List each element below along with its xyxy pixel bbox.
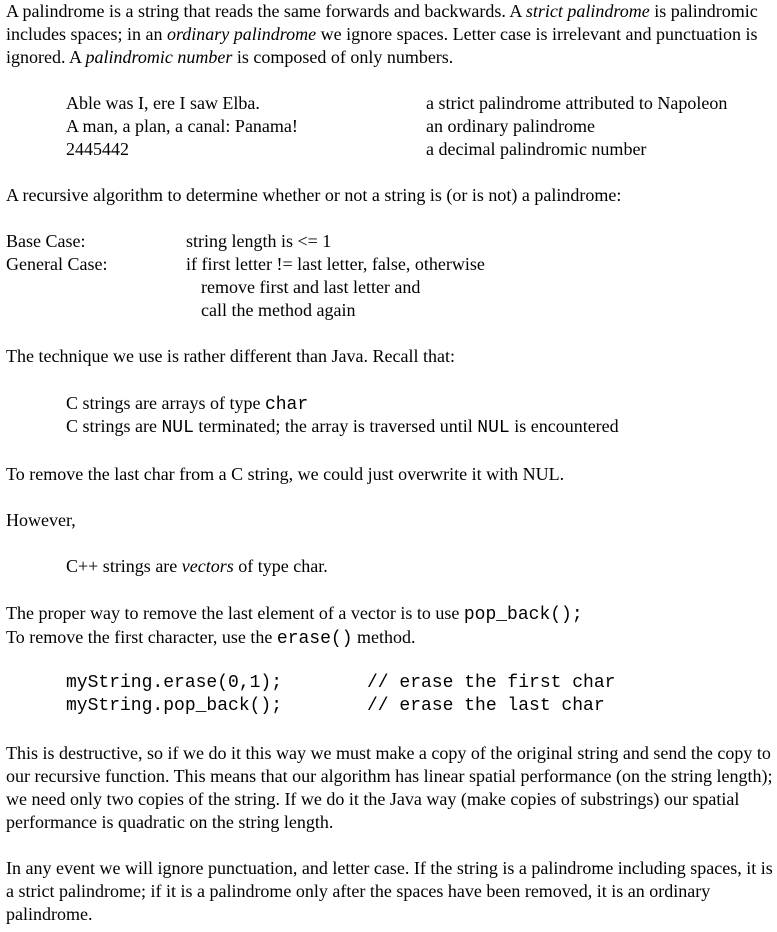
cpp-text: C++ strings are: [66, 556, 182, 576]
base-case-label: Base Case:: [6, 231, 86, 251]
recursive-intro: A recursive algorithm to determine whether or not a string is (or is not) a palindrome:: [6, 185, 622, 205]
cpp-text: of type char.: [233, 556, 328, 576]
general-case-label: General Case:: [6, 254, 108, 274]
example-description: an ordinary palindrome: [426, 116, 595, 136]
cstring-line-nul: [66, 415, 619, 440]
destructive-paragraph: This is destructive, so if we do it this way we must make a copy of the original string and send the copy to our recursive function. This means that our algorithm has linear spatial performance (on the string length); we need only two copies of the string. If we do it the Java way (make copies of substrings) our spatial performance is quadratic on the string length.: [6, 743, 773, 832]
code-statement: myString.pop_back();: [66, 696, 283, 716]
cstring-text: C strings are: [66, 416, 162, 436]
cpp-strings-line: [66, 555, 328, 578]
term-vectors: vectors: [181, 556, 234, 576]
general-case-line: call the method again: [201, 300, 356, 320]
intro-text-3: we ignore spaces. Letter case is irrelevant and punctuation is ignored. A: [6, 24, 758, 67]
erase-line: [6, 626, 416, 651]
any-event-paragraph: In any event we will ignore punctuation, and letter case. If the string is a palindrome including spaces, it is a strict palindrome; if it is a palindrome only after the spaces have been removed, it is an ordinary palindrome.: [6, 858, 773, 924]
cstring-text: C strings are arrays of type: [66, 393, 265, 413]
code-pop-back: pop_back();: [463, 605, 583, 625]
code-statement: myString.erase(0,1);: [66, 673, 283, 693]
cstring-line-arrays: [66, 392, 308, 417]
code-nul: NUL: [161, 418, 194, 438]
code-comment: // erase the first char: [367, 673, 616, 693]
intro-text-1: A palindrome is a string that reads the same forwards and backwards. A: [6, 1, 526, 21]
proper-text: The proper way to remove the last element of a vector is to use: [6, 603, 464, 623]
general-case-line: if first letter != last letter, false, otherwise: [186, 254, 485, 274]
base-case-value: string length is <= 1: [186, 231, 332, 251]
technique-paragraph: The technique we use is rather different than Java. Recall that:: [6, 346, 455, 366]
example-description: a decimal palindromic number: [426, 139, 647, 159]
however-paragraph: However,: [6, 510, 76, 530]
intro-text-2: is palindromic includes spaces; in an: [6, 1, 758, 44]
example-text: A man, a plan, a canal: Panama!: [66, 116, 298, 136]
example-text: Able was I, ere I saw Elba.: [66, 93, 260, 113]
code-comment: // erase the last char: [367, 696, 605, 716]
cstring-text: is encountered: [509, 416, 619, 436]
proper-text: To remove the first character, use the: [6, 627, 277, 647]
term-ordinary-palindrome: ordinary palindrome: [166, 24, 317, 44]
example-description: a strict palindrome attributed to Napoleon: [426, 93, 728, 113]
cstring-text: terminated; the array is traversed until: [193, 416, 478, 436]
general-case-line: remove first and last letter and: [201, 277, 421, 297]
code-char: char: [264, 395, 309, 415]
code-nul: NUL: [477, 418, 510, 438]
code-erase: erase(): [276, 629, 353, 649]
remove-last-paragraph: To remove the last char from a C string, we could just overwrite it with NUL.: [6, 464, 565, 484]
term-palindromic-number: palindromic number: [85, 47, 233, 67]
term-strict-palindrome: strict palindrome: [525, 1, 650, 21]
proper-text: method.: [352, 627, 416, 647]
intro-text-4: is composed of only numbers.: [232, 47, 454, 67]
proper-way-line: [6, 602, 583, 627]
intro-paragraph: [6, 0, 771, 69]
example-text: 2445442: [66, 139, 129, 159]
